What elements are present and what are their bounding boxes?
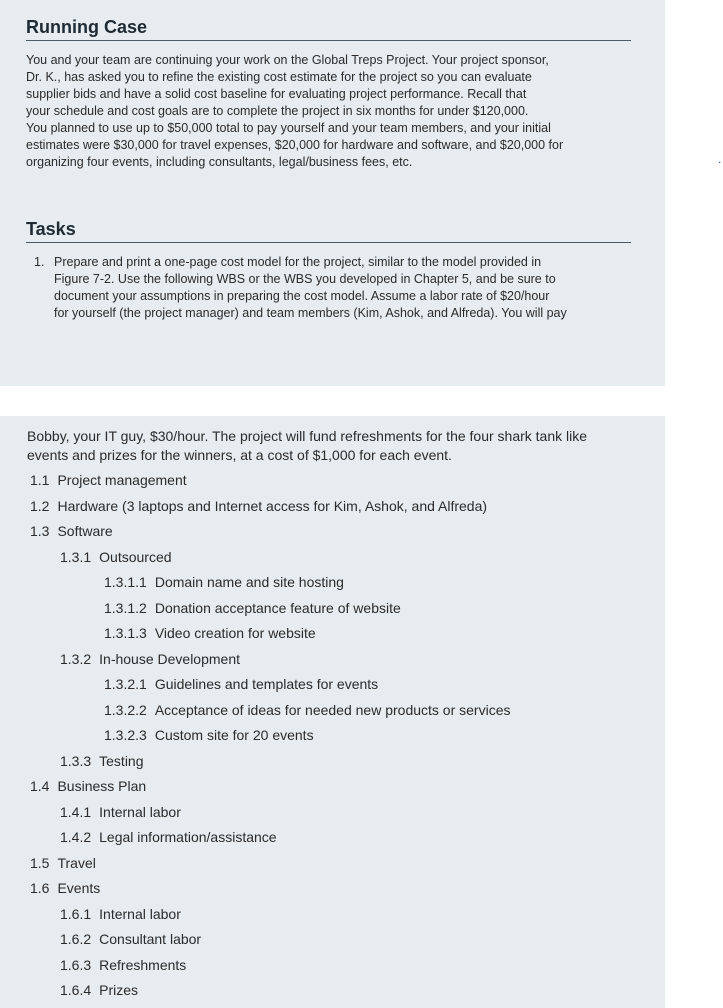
wbs-number: 1.3.1.1 (104, 574, 147, 590)
wbs-item (60, 547, 172, 567)
wbs-label: Donation acceptance feature of website (154, 599, 401, 616)
wbs-label: Travel (57, 854, 96, 871)
wbs-label: Video creation for website (154, 625, 316, 641)
wbs-label: Business Plan (57, 778, 147, 794)
stray-mark: . (718, 152, 722, 166)
wbs-item (60, 827, 277, 847)
wbs-number: 1.3.1.3 (104, 625, 147, 641)
wbs-number: 1.3.1.2 (104, 599, 147, 616)
wbs-label: Acceptance of ideas for needed new products or services (154, 701, 511, 718)
wbs-item (104, 725, 314, 745)
wbs-item (104, 623, 316, 643)
wbs-label: Internal labor (99, 803, 181, 820)
wbs-number: 1.5 (30, 854, 50, 871)
wbs-label: Hardware (3 laptops and Internet access for Kim, Ashok, and Alfreda) (57, 497, 488, 514)
task-line: Figure 7-2. Use the following WBS or the WBS you developed in Chapter 5, and be sure to (54, 272, 556, 286)
task-item (26, 254, 634, 322)
task-line: for yourself (the project manager) and team members (Kim, Ashok, and Alfreda). You will pay (54, 306, 567, 320)
wbs-number: 1.3.2.3 (104, 727, 147, 743)
wbs-number: 1.6.4 (60, 982, 92, 998)
wbs-item (60, 751, 144, 771)
wbs-label: In-house Development (99, 650, 241, 667)
wbs-number: 1.3.2 (60, 650, 92, 667)
continuation-line: events and prizes for the winners, at a cost of $1,000 for each event. (27, 447, 452, 463)
wbs-label: Guidelines and templates for events (154, 676, 379, 692)
wbs-number: 1.6.2 (60, 931, 92, 947)
task-line: Prepare and print a one-page cost model for the project, similar to the model provided in (54, 255, 542, 269)
wbs-item (104, 674, 378, 694)
wbs-item (30, 496, 487, 516)
wbs-item (60, 955, 186, 975)
running-case-paragraph (26, 52, 634, 171)
wbs-label: Domain name and site hosting (154, 574, 344, 590)
wbs-label: Custom site for 20 events (154, 727, 314, 743)
running-case-line: You and your team are continuing your work on the Global Treps Project. Your project sponsor, (26, 53, 549, 67)
wbs-item (60, 929, 201, 949)
wbs-item (104, 598, 401, 618)
wbs-item (30, 776, 146, 796)
wbs-number: 1.6 (30, 880, 50, 896)
wbs-item (60, 649, 240, 669)
wbs-item (60, 980, 138, 1000)
wbs-number: 1.3.2.2 (104, 701, 147, 718)
running-case-line: estimates were $30,000 for travel expenses, $20,000 for hardware and software, and $20,000 for (26, 138, 564, 152)
task-number: 1. (34, 255, 45, 269)
wbs-label: Consultant labor (99, 931, 202, 947)
wbs-number: 1.4.1 (60, 803, 92, 820)
wbs-item (30, 521, 113, 541)
wbs-item (104, 572, 344, 592)
tasks-heading: Tasks (26, 218, 631, 243)
wbs-number: 1.3.3 (60, 752, 92, 769)
wbs-label: Internal labor (99, 905, 181, 922)
wbs-item (60, 802, 181, 822)
wbs-number: 1.4 (30, 778, 50, 794)
wbs-number: 1.3.1 (60, 548, 92, 565)
wbs-label: Project management (57, 472, 187, 488)
running-case-heading: Running Case (26, 16, 631, 41)
wbs-number: 1.1 (30, 472, 50, 488)
wbs-number: 1.3.2.1 (104, 676, 147, 692)
wbs-item (60, 904, 181, 924)
wbs-label: Software (57, 523, 113, 539)
running-case-line: Dr. K., has asked you to refine the existing cost estimate for the project so you can evaluate (26, 70, 532, 84)
tasks-list (26, 254, 634, 322)
wbs-label: Testing (99, 752, 144, 769)
wbs-number: 1.3 (30, 523, 50, 539)
wbs-label: Outsourced (99, 548, 172, 565)
wbs-label: Events (57, 880, 101, 896)
task-text (54, 254, 634, 322)
wbs-number: 1.6.1 (60, 905, 92, 922)
running-case-line: your schedule and cost goals are to complete the project in six months for under $120,000. (26, 104, 529, 118)
wbs-label: Prizes (99, 982, 139, 998)
wbs-item (104, 700, 510, 720)
task-line: document your assumptions in preparing the cost model. Assume a labor rate of $20/hour (54, 289, 550, 303)
wbs-number: 1.4.2 (60, 829, 92, 845)
wbs-number: 1.6.3 (60, 956, 92, 973)
wbs-label: Refreshments (99, 956, 187, 973)
running-case-line: organizing four events, including consultants, legal/business fees, etc. (26, 155, 413, 169)
wbs-item (30, 878, 100, 898)
wbs-item (30, 853, 96, 873)
wbs-item (30, 470, 187, 490)
wbs-label: Legal information/assistance (99, 829, 277, 845)
task-continuation (27, 427, 637, 465)
running-case-line: supplier bids and have a solid cost baseline for evaluating project performance. Recall that (26, 87, 527, 101)
wbs-number: 1.2 (30, 497, 50, 514)
running-case-line: You planned to use up to $50,000 total to pay yourself and your team members, and your initial (26, 121, 551, 135)
continuation-line: Bobby, your IT guy, $30/hour. The project will fund refreshments for the four shark tank like (27, 428, 588, 444)
